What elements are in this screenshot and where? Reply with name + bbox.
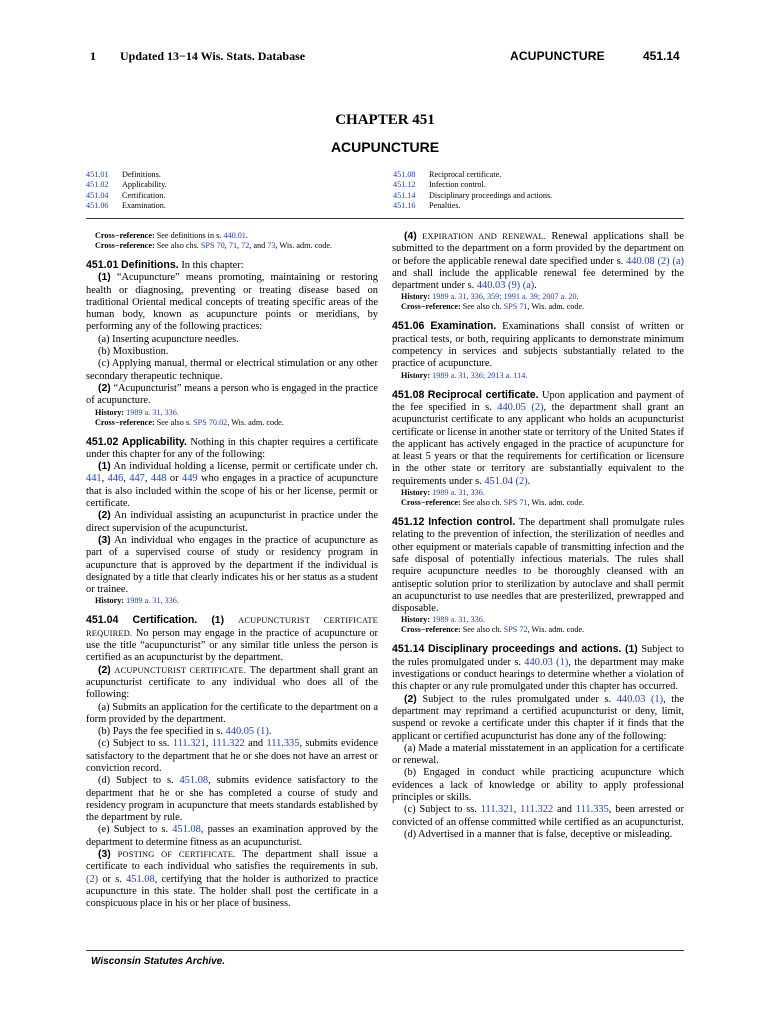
toc-item-number[interactable]: 451.06 (86, 200, 109, 210)
statute-link[interactable]: 451.08 (126, 873, 155, 885)
statute-link[interactable]: 111.322 (211, 738, 245, 750)
toc-item-number[interactable]: 451.12 (393, 180, 416, 190)
cross-reference-note: Cross−reference: See also ch. SPS 72, Wis. adm. code. (401, 625, 585, 635)
section-number: 451.12 (392, 516, 425, 529)
statute-link[interactable]: 111.321 (172, 738, 206, 750)
toc-item-number[interactable]: 451.16 (393, 200, 416, 210)
subsection-heading: ACUPUNCTURIST CERTIFICATE REQUIRED. (86, 616, 378, 638)
toc-item-title: Reciprocal certificate. (429, 170, 502, 179)
statute-link[interactable]: (2) (86, 873, 99, 885)
cross-reference-note: Cross−reference: See definitions in s. 440.01. (95, 231, 248, 240)
section-451-12: 451.12 Infection control. The department shall promulgate rules relating to the prevention of infection, the sterilization of needles and other equipment or materials capable of transmitting infection and the safe disposal of potentially infectious materials. The rules shall require acupuncture needles to be thoroughly cleansed with an antiseptic solution prior to sterilization by autoclave and shall permit an acupuncturist to use needles that are presterilized, prewrapped and disposable. (392, 516, 684, 615)
section-number: 451.02 (86, 435, 119, 448)
cross-reference-note: Cross−reference: See also ch. SPS 71, Wis. adm. code. (401, 302, 585, 312)
left-text-column (86, 231, 378, 911)
section-title: Infection control. (428, 516, 516, 529)
history-note: History: 1989 a. 31, 336. (401, 488, 485, 498)
history-link[interactable]: 1989 a. 31, 336. (126, 407, 179, 417)
paragraph: (e) Subject to s. 451.08, passes an examination approved by the department to determine fitness as an acupuncturist. (86, 824, 378, 848)
toc-item-title: Examination. (122, 200, 166, 210)
code-link[interactable]: SPS 70.02 (193, 417, 228, 427)
subsection: (2) “Acupuncturist” means a person who is engaged in the practice of acupuncture. (86, 382, 378, 407)
code-link[interactable]: SPS 71 (503, 302, 528, 312)
statute-link[interactable]: 111.322 (520, 804, 554, 816)
toc-item[interactable] (86, 170, 167, 180)
code-link[interactable]: 71 (228, 241, 238, 250)
cross-reference-note: Cross−reference: See also chs. SPS 70, 71, 72, and 73, Wis. adm. code. (95, 241, 333, 250)
section-title: Disciplinary proceedings and actions. (427, 643, 622, 656)
history-link[interactable]: 1989 a. 31, 336; 2013 a. 114. (432, 370, 528, 380)
paragraph: (a) Made a material misstatement in an application for a certificate or renewal. (392, 742, 684, 767)
history-note: History: 1989 a. 31, 336; 2013 a. 114. (401, 370, 528, 380)
toc-left-column (86, 170, 167, 211)
history-note: History: 1989 a. 31, 336. (401, 615, 485, 625)
code-link[interactable]: SPS 70 (200, 241, 225, 250)
section-451-04: 451.04 Certification. (1) ACUPUNCTURIST CERTIFICATE REQUIRED. No person may engage in the practice of acupuncture or use the title “acupuncturist” or any similar title unless the person is certified as an acupuncturist by the department. (86, 614, 378, 664)
statute-link[interactable]: 451.04 (2) (484, 475, 528, 487)
chapter-title: ACUPUNCTURE (330, 139, 440, 155)
subsection: (2) Subject to the rules promulgated under s. 440.03 (1), the department may reprimand a certified acupuncturist or deny, limit, suspend or revoke a certificate under this chapter if it finds that the applicant or certified acupuncturist has done any of the following: (392, 693, 684, 742)
chapter-link[interactable]: 449 (182, 473, 198, 485)
history-link[interactable]: 1989 a. 31, 336. (432, 615, 485, 625)
section-number: 451.08 (392, 388, 425, 401)
section-number: 451.04 (86, 614, 119, 627)
database-update-label: Updated 13−14 Wis. Stats. Database (120, 49, 306, 63)
statute-link[interactable]: 451.08 (179, 775, 209, 787)
toc-item-title: Disciplinary proceedings and actions. (429, 190, 553, 200)
toc-item[interactable] (393, 170, 552, 180)
statute-link[interactable]: 440.03 (1) (524, 656, 569, 668)
section-number: 451.01 (86, 259, 119, 271)
history-note: History: 1989 a. 31, 336. (95, 407, 179, 417)
page-number: 1 (90, 49, 96, 63)
toc-right-column (393, 170, 552, 211)
toc-item-number[interactable]: 451.08 (393, 170, 416, 179)
code-link[interactable]: SPS 71 (503, 498, 528, 508)
section-title: Reciprocal certificate. (427, 388, 539, 401)
section-451-14: 451.14 Disciplinary proceedings and actions. (1) Subject to the rules promulgated under s. 440.03 (1), the department may make investigations or conduct hearings to determine whether a violation of this chapter or any rule promulgated under this chapter has occurred. (392, 643, 684, 693)
code-link[interactable]: SPS 72 (503, 625, 528, 635)
right-text-column (392, 231, 684, 841)
section-title: Certification. (132, 614, 198, 627)
toc-item-title: Infection control. (429, 180, 486, 190)
toc-item-title: Penalties. (429, 200, 461, 210)
section-451-01: 451.01 Definitions. In this chapter: (86, 259, 244, 271)
subsection: (2) ACUPUNCTURIST CERTIFICATE. The department shall grant an acupuncturist certificate to any individual who does all of the following: (86, 664, 378, 701)
cross-reference-note: Cross−reference: See also s. SPS 70.02, Wis. adm. code. (95, 417, 284, 427)
toc-item[interactable] (393, 180, 552, 190)
paragraph: (d) Subject to s. 451.08, submits evidence satisfactory to the department that he or she has completed a course of study and residency program in acupuncture that meets standards established by the department by rule. (86, 775, 378, 824)
footer-divider (86, 950, 684, 951)
statute-link[interactable]: 111.335 (575, 804, 609, 816)
subsection-heading: ACUPUNCTURIST CERTIFICATE. (114, 665, 247, 675)
section-number: 451.14 (392, 643, 425, 656)
code-link[interactable]: 73 (267, 241, 276, 250)
toc-item-number[interactable]: 451.04 (86, 190, 109, 200)
subsection: (3) An individual who engages in the practice of acupuncture as part of a supervised course of study or residency program in acupuncture that is approved by the department if the individual is designated by a title that clearly indicates his or her status as a student or trainee. (86, 534, 378, 596)
toc-item[interactable] (393, 191, 552, 201)
history-link[interactable]: 1989 a. 31, 336. (126, 596, 179, 606)
paragraph: (d) Advertised in a manner that is false, deceptive or misleading. (404, 828, 673, 840)
paragraph: (b) Engaged in conduct while practicing acupuncture which evidences a lack of knowledge or ability to apply professional principles or skills. (392, 767, 684, 803)
statute-link[interactable]: 451.08 (172, 824, 201, 836)
history-note: History: 1989 a. 31, 336, 359; 1991 a. 39; 2007 a. 20. (401, 292, 579, 302)
subsection: (1) An individual holding a license, permit or certificate under ch. 441, 446, 447, 448 or 449 who engages in a practice of acupuncture that is also included within the scope of his or her license, permit or certificate. (86, 461, 379, 510)
page-header (0, 0, 770, 70)
statute-link[interactable]: 111.321 (480, 804, 514, 816)
subsection: (4) EXPIRATION AND RENEWAL. Renewal applications shall be submitted to the department on a form provided by the department on or before the applicable renewal date specified under s. 440.08 (2) (a) and shall include the applicable renewal fee determined by the department under s. 440.03 (9) (a). (392, 231, 684, 292)
statute-link[interactable]: 440.05 (1) (225, 726, 269, 738)
subsection: (1) “Acupuncture” means promoting, maintaining or restoring health or diagnosing, preventing or treating disease based on traditional Oriental medical concepts of treating specific areas of the human body, known as acupuncture points or meridians, by performing any of the following practices: (86, 272, 378, 333)
subsection: (3) POSTING OF CERTIFICATE. The department shall issue a certificate to each individual who satisfies the requirements in sub. (2) or s. 451.08, certifying that the holder is authorized to practice acupuncture in this state. The holder shall post the certificate in a conspicuous place in his or her place of business. (86, 849, 378, 910)
section-451-02: 451.02 Applicability. Nothing in this chapter requires a certificate under this chapter for any of the following: (86, 435, 378, 460)
toc-item-number[interactable]: 451.01 (86, 170, 109, 179)
toc-item[interactable] (86, 201, 167, 211)
history-link[interactable]: 1989 a. 31, 336, 359; 1991 a. 39; 2007 a. 20. (432, 292, 579, 302)
statute-link[interactable]: 440.01 (223, 231, 246, 240)
subsection-heading: EXPIRATION AND RENEWAL. (422, 232, 546, 241)
footer-text: Wisconsin Statutes Archive. (91, 956, 226, 967)
paragraph: (b) Pays the fee specified in s. 440.05 (1). (98, 726, 272, 738)
chapter-link[interactable]: 446 (107, 473, 124, 485)
chapter-link[interactable]: 441 (86, 473, 102, 485)
toc-divider (86, 218, 684, 219)
subsection: (2) An individual assisting an acupuncturist in practice under the direct supervision of the acupuncturist. (86, 510, 378, 534)
section-451-08: 451.08 Reciprocal certificate. Upon application and payment of the fee specified in s. 440.05 (2), the department shall grant an acupuncturist certificate to any applicant who holds an acupuncturist certificate or license in another state or territory of the United States if the applicant has actively engaged in the practice of acupuncture for at least 5 years or that the requirements for certification or licensure in the other state or territory are substantially equivalent to the requirements under s. 451.04 (2). (392, 388, 684, 487)
statute-link[interactable]: 440.03 (9) (a) (476, 280, 535, 292)
toc-item[interactable] (86, 180, 167, 190)
section-number: 451.06 (392, 320, 425, 333)
paragraph: (c) Subject to ss. 111.321, 111.322 and 111.335, submits evidence satisfactory to the department that he or she does not have an arrest or conviction record. (86, 738, 378, 774)
paragraph: (a) Submits an application for the certificate to the department on a form provided by the department. (86, 701, 378, 725)
statute-link[interactable]: 111.335 (266, 738, 300, 750)
toc-item-title: Definitions. (122, 170, 161, 179)
section-title: Applicability. (121, 435, 187, 448)
toc-item-number[interactable]: 451.02 (86, 180, 109, 190)
paragraph: (b) Moxibustion. (98, 346, 169, 358)
statute-link[interactable]: 440.05 (2) (497, 401, 544, 413)
section-451-06: 451.06 Examination. Examinations shall consist of written or practical tests, or both, requiring applicants to demonstrate minimum competency in services and subjects substantially related to the practice of acupuncture. (392, 320, 684, 370)
toc-item-title: Certification. (122, 190, 166, 200)
code-link[interactable]: 72 (241, 241, 250, 250)
history-note: History: 1989 a. 31, 336. (95, 596, 179, 606)
toc-item-number[interactable]: 451.14 (393, 190, 416, 200)
toc-item-title: Applicability. (122, 180, 167, 190)
section-title: Definitions. (121, 259, 179, 271)
paragraph: (c) Subject to ss. 111.321, 111.322 and 111.335, been arrested or convicted of an offense committed while certified as an acupuncturist. (392, 804, 684, 828)
cross-reference-note: Cross−reference: See also ch. SPS 71, Wis. adm. code. (401, 498, 585, 508)
subsection-heading: POSTING OF CERTIFICATE. (117, 850, 236, 860)
running-title: ACUPUNCTURE (510, 49, 605, 63)
statute-link[interactable]: 440.08 (2) (a) (626, 255, 684, 267)
running-section-number: 451.14 (643, 49, 680, 63)
history-link[interactable]: 1989 a. 31, 336. (432, 488, 485, 498)
toc-item[interactable] (393, 201, 552, 211)
section-title: Examination. (430, 320, 497, 333)
chapter-link[interactable]: 447 (129, 473, 145, 485)
toc-item[interactable] (86, 191, 167, 201)
chapter-link[interactable]: 448 (150, 473, 167, 485)
chapter-label: CHAPTER 451 (335, 112, 435, 128)
paragraph: (c) Applying manual, thermal or electrical stimulation or any other secondary therapeutic technique. (86, 358, 378, 382)
statute-link[interactable]: 440.03 (1) (616, 693, 664, 705)
paragraph: (a) Inserting acupuncture needles. (98, 333, 239, 345)
